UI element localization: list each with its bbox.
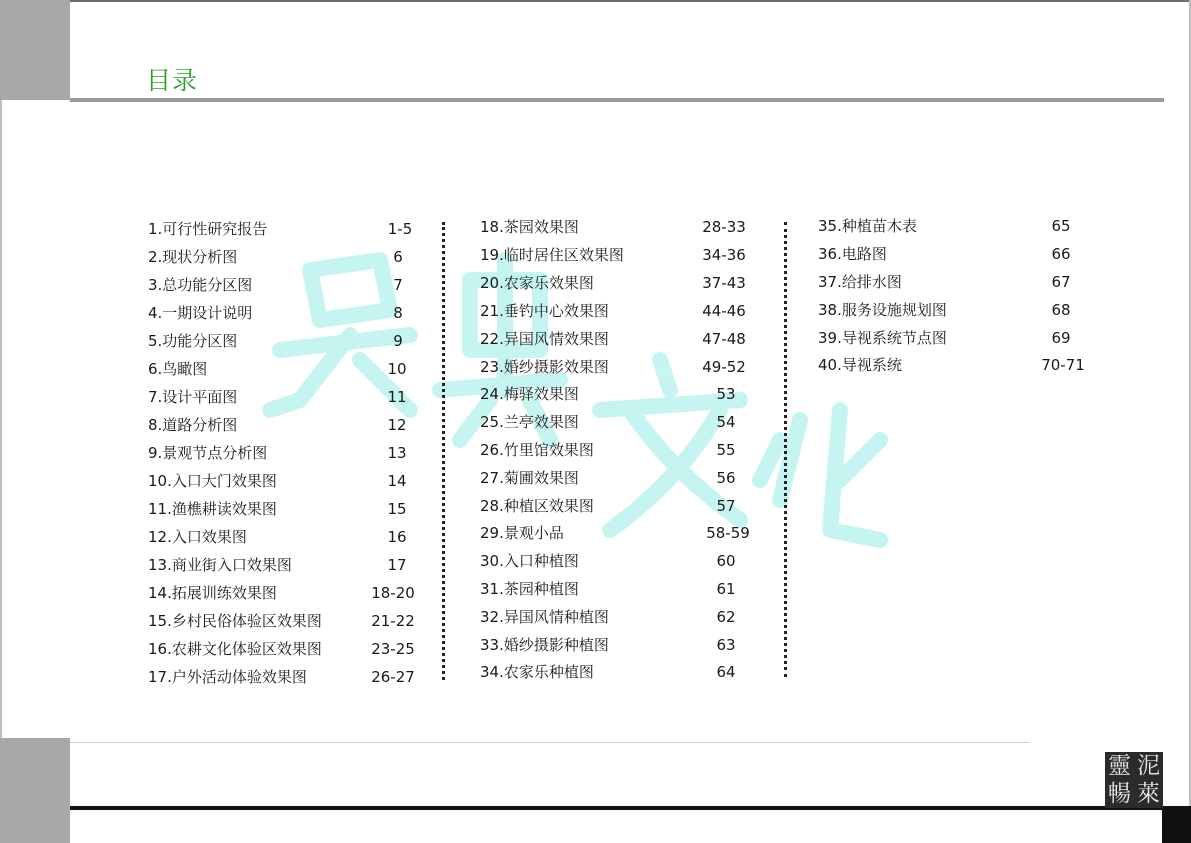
footer-thin-rule xyxy=(70,742,1030,743)
column-divider-2 xyxy=(784,222,787,677)
header-grey-block xyxy=(0,0,70,100)
column-divider-1 xyxy=(442,222,445,680)
logo-char: 暢 xyxy=(1108,781,1131,807)
page-title: 目录 xyxy=(146,66,199,95)
page-border-left xyxy=(0,0,2,843)
footer-corner-block xyxy=(1162,806,1191,843)
page-border-top xyxy=(0,0,1191,2)
footer-rule xyxy=(70,806,1164,810)
company-logo xyxy=(1105,752,1163,808)
header-rule xyxy=(70,98,1164,102)
logo-char: 萊 xyxy=(1137,781,1160,807)
footer-grey-block xyxy=(0,738,70,843)
logo-char: 泥 xyxy=(1137,753,1160,779)
logo-char: 靈 xyxy=(1108,753,1131,779)
